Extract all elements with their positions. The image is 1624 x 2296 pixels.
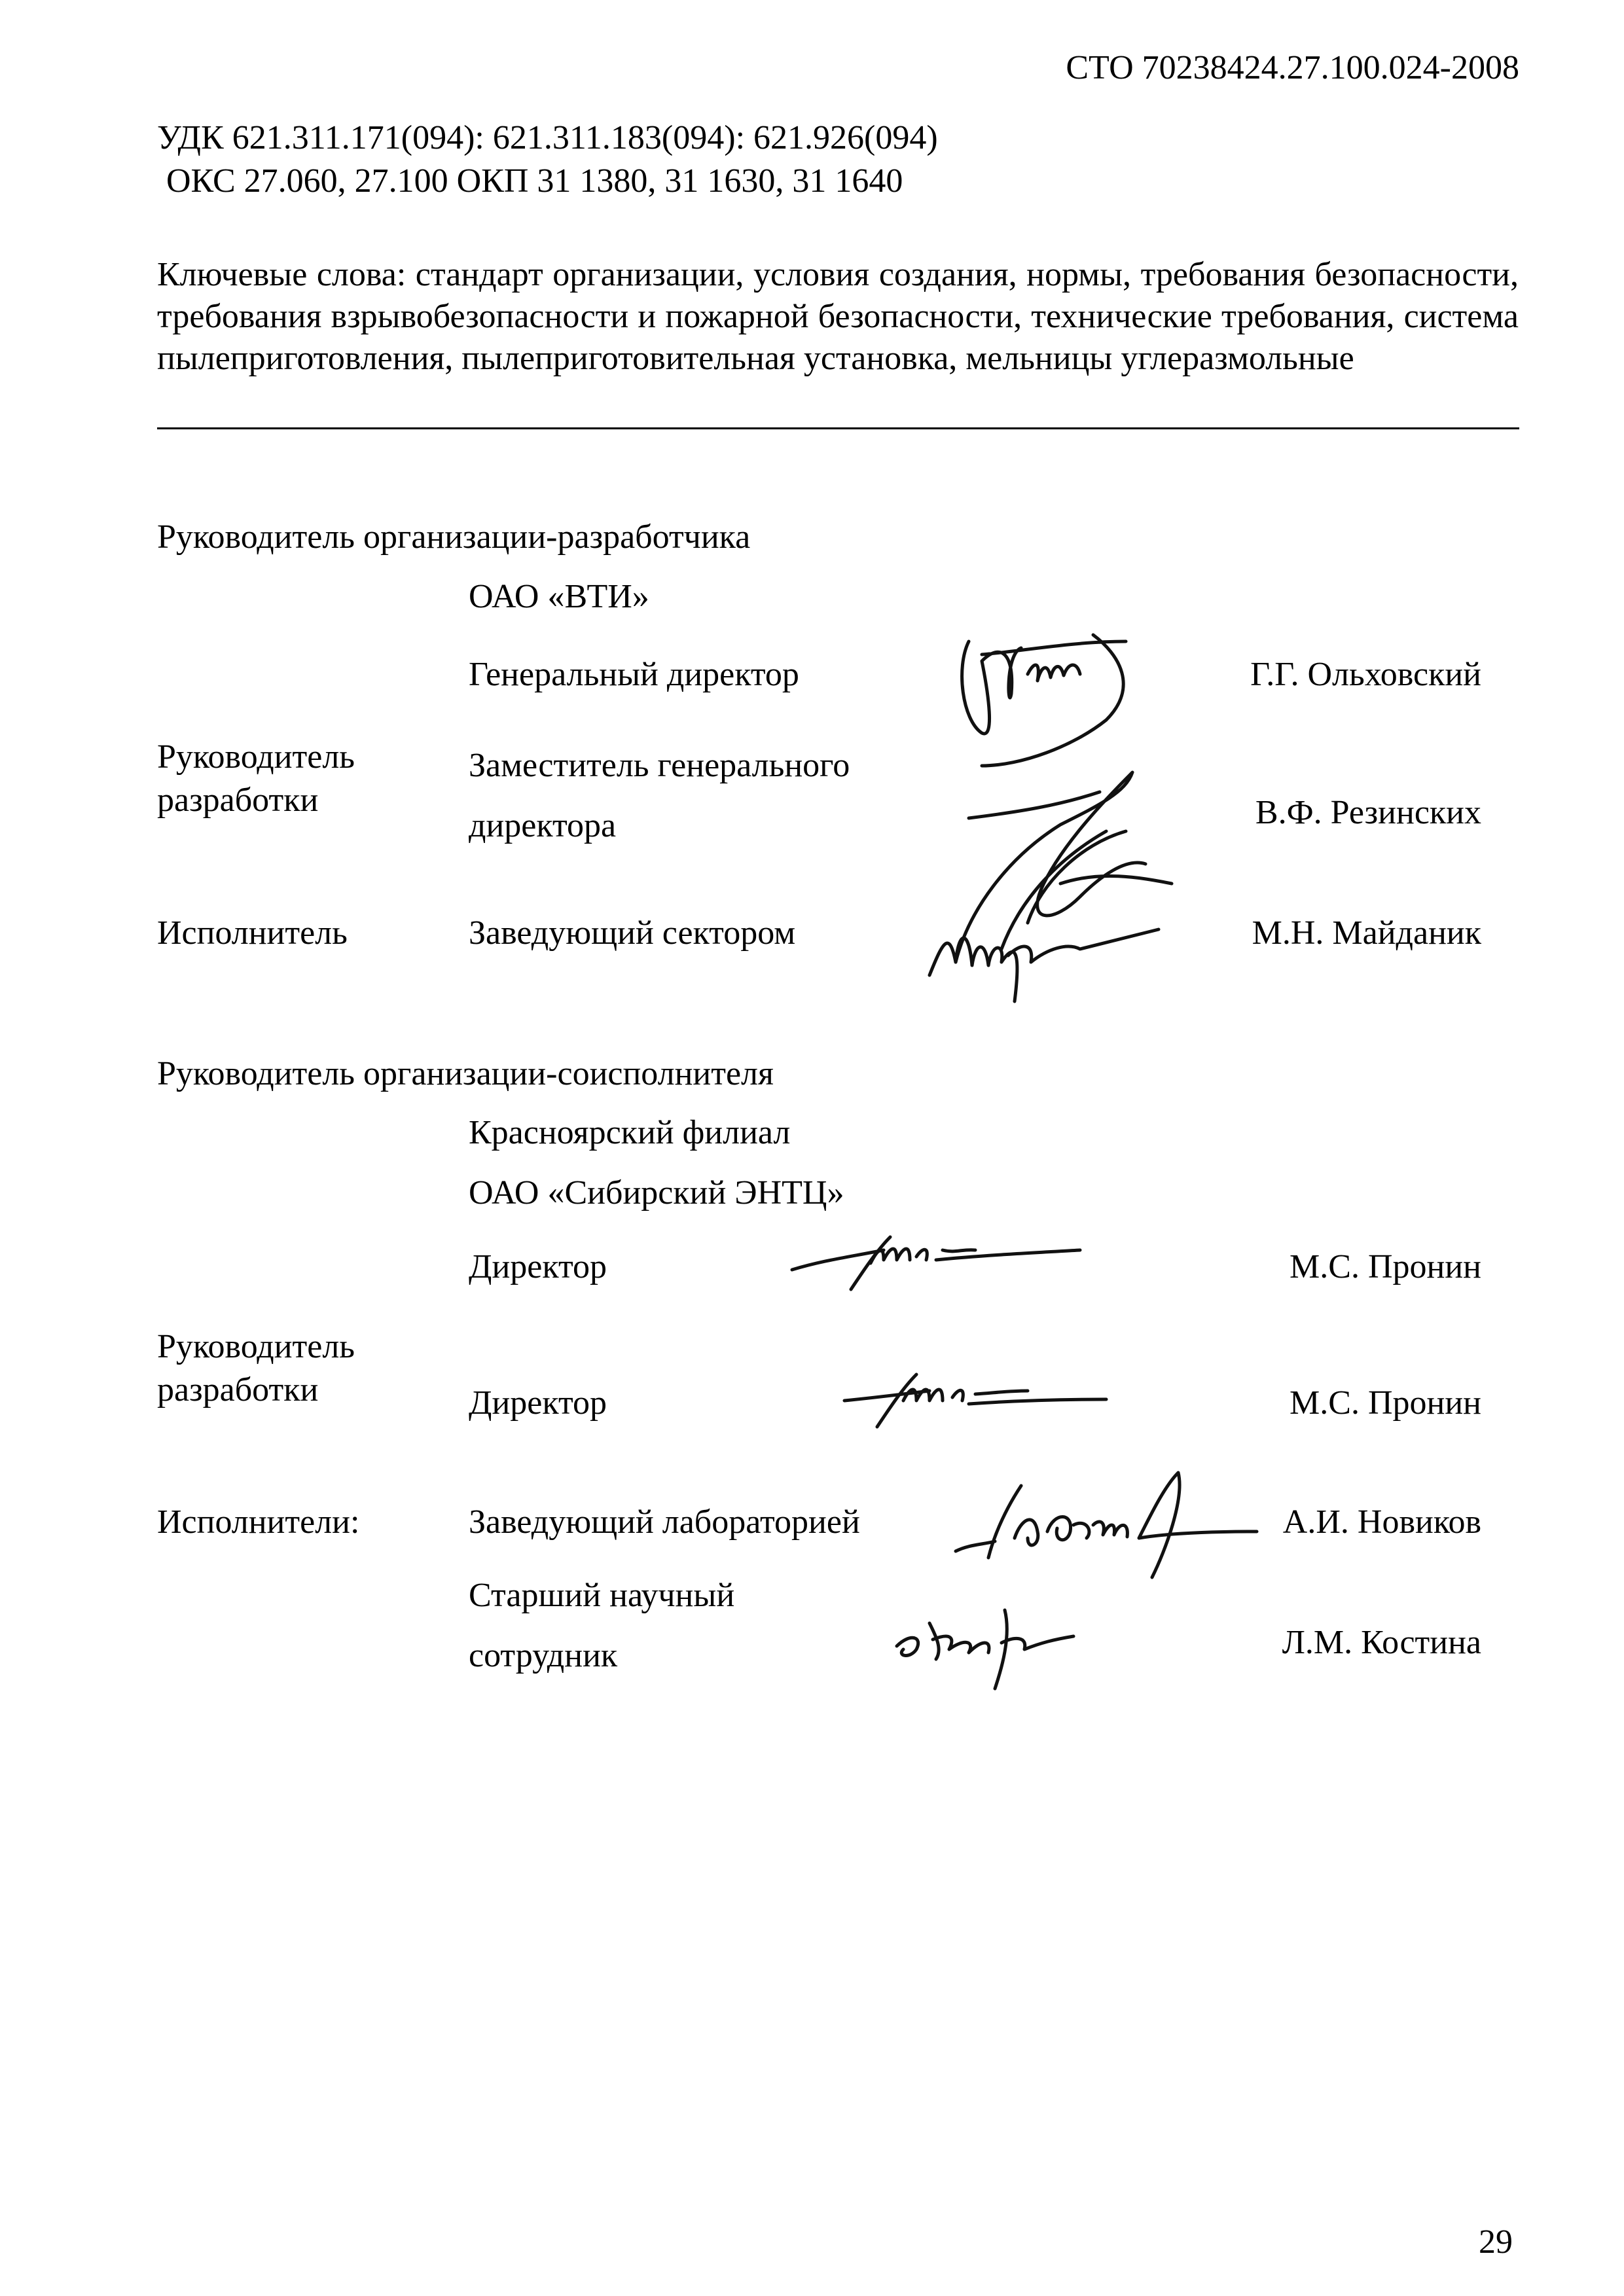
signature-pronin-2 — [838, 1361, 1113, 1433]
signature-maidanik — [916, 903, 1165, 1008]
position-director-2: Директор — [469, 1384, 607, 1422]
name-kostina: Л.М. Костина — [1282, 1624, 1481, 1661]
position-senior-researcher: Старший научный сотрудник — [469, 1577, 735, 1674]
coexecutor-org-line1: Красноярский филиал — [469, 1114, 791, 1151]
role-executor: Исполнитель — [157, 914, 348, 952]
position-director-1: Директор — [469, 1248, 607, 1285]
name-maidanik: М.Н. Майданик — [1252, 914, 1481, 952]
name-pronin-2: М.С. Пронин — [1290, 1384, 1481, 1422]
position-sector-head: Заведующий сектором — [469, 914, 796, 952]
oks-okp-classification: ОКС 27.060, 27.100 ОКП 31 1380, 31 1630, 31 1640 — [166, 162, 903, 200]
position-deputy-director: Заместитель генерального директора — [469, 747, 850, 844]
page-number: 29 — [1479, 2223, 1513, 2261]
role-development-lead: Руководитель разработки — [157, 738, 355, 819]
developer-heading: Руководитель организации-разработчика — [157, 518, 751, 556]
coexecutor-org-line2: ОАО «Сибирский ЭНТЦ» — [469, 1174, 844, 1211]
name-pronin-1: М.С. Пронин — [1290, 1248, 1481, 1285]
document-code: СТО 70238424.27.100.024-2008 — [1066, 49, 1519, 86]
name-novikov: А.И. Новиков — [1282, 1503, 1481, 1541]
name-olkhovsky: Г.Г. Ольховский — [1250, 656, 1481, 693]
signature-pronin-1 — [785, 1224, 1087, 1296]
udk-classification: УДК 621.311.171(094): 621.311.183(094): 621.926(094) — [157, 119, 938, 156]
developer-org: ОАО «ВТИ» — [469, 578, 649, 615]
signature-kostina — [884, 1584, 1093, 1695]
signature-novikov — [943, 1460, 1270, 1590]
role-executors: Исполнители: — [157, 1503, 360, 1541]
position-lab-head: Заведующий лабораторией — [469, 1503, 860, 1541]
keywords-paragraph: Ключевые слова: стандарт организации, условия создания, нормы, требования безопасности, требования взрывобезопасности и пожарной безопасности, технические требования, система пылеприготовления, пылеприготовительная установка, мельницы углеразмольные — [157, 256, 1519, 377]
position-general-director: Генеральный директор — [469, 656, 799, 693]
name-rezinskikh: В.Ф. Резинских — [1255, 794, 1481, 831]
role-development-lead-2: Руководитель разработки — [157, 1328, 355, 1408]
coexecutor-heading: Руководитель организации-соисполнителя — [157, 1055, 774, 1092]
keywords-underline-rule — [157, 427, 1519, 429]
